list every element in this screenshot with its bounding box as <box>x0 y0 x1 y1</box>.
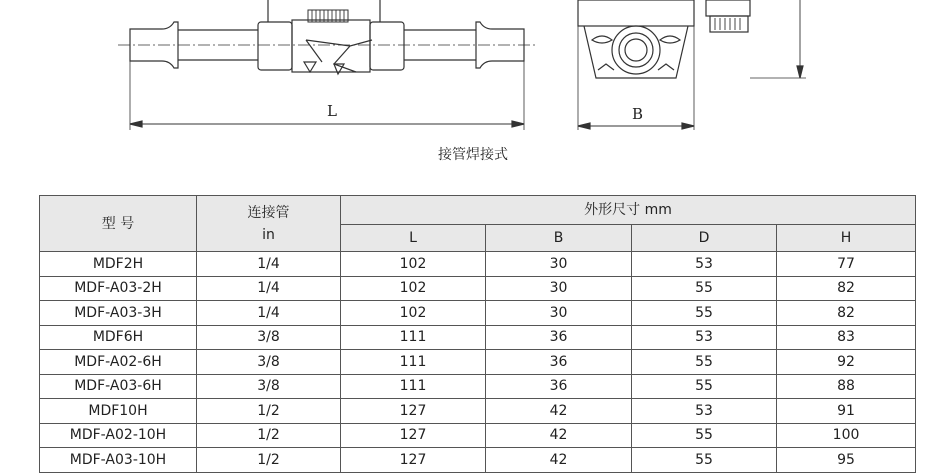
cell-L: 127 <box>341 423 486 448</box>
cell-connection: 3/8 <box>197 374 341 399</box>
cell-D: 53 <box>632 325 777 350</box>
cell-D: 55 <box>632 350 777 375</box>
table-row <box>40 325 916 350</box>
table-row <box>40 350 916 375</box>
cell-connection: 1/4 <box>197 252 341 277</box>
cell-connection: 1/4 <box>197 276 341 301</box>
spec-table-body <box>40 252 916 473</box>
cell-model: MDF10H <box>40 399 197 424</box>
table-row <box>40 252 916 277</box>
table-row <box>40 423 916 448</box>
cell-B: 30 <box>486 276 632 301</box>
cell-L: 127 <box>341 448 486 473</box>
cell-D: 53 <box>632 399 777 424</box>
header-dim-B: B <box>486 225 632 252</box>
cell-B: 30 <box>486 301 632 326</box>
table-row <box>40 301 916 326</box>
cell-model: MDF2H <box>40 252 197 277</box>
cell-D: 55 <box>632 276 777 301</box>
cell-H: 88 <box>777 374 916 399</box>
cell-D: 55 <box>632 374 777 399</box>
cell-L: 111 <box>341 325 486 350</box>
cell-model: MDF-A03-2H <box>40 276 197 301</box>
cell-H: 83 <box>777 325 916 350</box>
cell-model: MDF-A02-6H <box>40 350 197 375</box>
cell-H: 77 <box>777 252 916 277</box>
cell-connection: 3/8 <box>197 325 341 350</box>
cell-L: 102 <box>341 276 486 301</box>
cell-model: MDF-A03-3H <box>40 301 197 326</box>
cell-L: 127 <box>341 399 486 424</box>
cell-D: 55 <box>632 423 777 448</box>
cell-H: 95 <box>777 448 916 473</box>
cell-L: 111 <box>341 374 486 399</box>
table-row <box>40 276 916 301</box>
drawing-caption <box>0 144 950 164</box>
header-dim-L: L <box>341 225 486 252</box>
cell-D: 55 <box>632 448 777 473</box>
cell-model: MDF6H <box>40 325 197 350</box>
cell-model: MDF-A03-6H <box>40 374 197 399</box>
dimension-label-L: L <box>327 102 337 120</box>
dimension-label-B: B <box>632 105 644 123</box>
cell-H: 82 <box>777 276 916 301</box>
cell-connection: 1/2 <box>197 423 341 448</box>
side-view <box>578 0 806 130</box>
header-dim-H: H <box>777 225 916 252</box>
cell-connection: 1/2 <box>197 448 341 473</box>
table-row <box>40 399 916 424</box>
cell-B: 42 <box>486 399 632 424</box>
cell-B: 30 <box>486 252 632 277</box>
cell-B: 42 <box>486 448 632 473</box>
cell-model: MDF-A02-10H <box>40 423 197 448</box>
cell-D: 53 <box>632 252 777 277</box>
cell-model: MDF-A03-10H <box>40 448 197 473</box>
cell-L: 111 <box>341 350 486 375</box>
cell-B: 36 <box>486 350 632 375</box>
cell-L: 102 <box>341 301 486 326</box>
cell-H: 100 <box>777 423 916 448</box>
caption-text: 接管焊接式 <box>438 147 508 163</box>
header-dimensions: 外形尺寸 mm <box>341 196 916 225</box>
cell-L: 102 <box>341 252 486 277</box>
cell-B: 36 <box>486 325 632 350</box>
cell-D: 55 <box>632 301 777 326</box>
table-row <box>40 374 916 399</box>
cell-H: 91 <box>777 399 916 424</box>
header-model: 型 号 <box>40 196 197 252</box>
header-connection <box>197 196 341 252</box>
cell-B: 36 <box>486 374 632 399</box>
cell-H: 82 <box>777 301 916 326</box>
table-row <box>40 448 916 473</box>
cell-connection: 1/4 <box>197 301 341 326</box>
cell-B: 42 <box>486 423 632 448</box>
spec-table <box>39 195 916 473</box>
header-connection-label: 连接管 <box>247 204 290 221</box>
header-dim-D: D <box>632 225 777 252</box>
cell-H: 92 <box>777 350 916 375</box>
header-connection-unit: in <box>262 226 275 243</box>
cell-connection: 3/8 <box>197 350 341 375</box>
cell-connection: 1/2 <box>197 399 341 424</box>
